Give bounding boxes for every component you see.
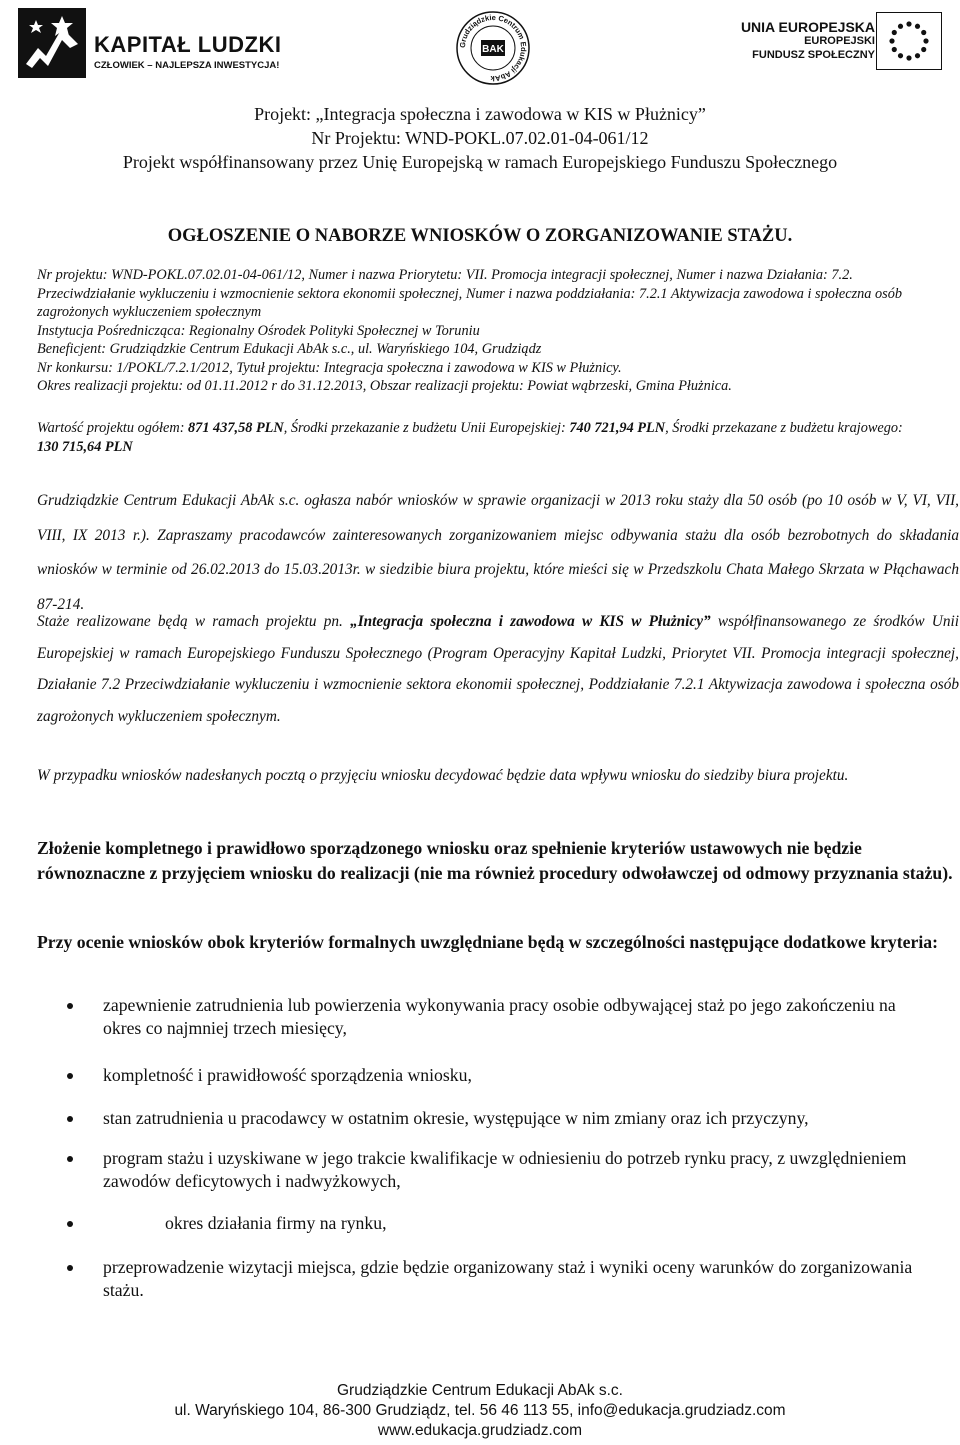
meta-period: Okres realizacji projektu: od 01.11.2012 r do 31.12.2013, Obszar realizacji projektu: Powiat wąbrzeski, Gmina Płużnica. — [37, 378, 732, 394]
program-project-name: „Integracja społeczna i zawodowa w KIS w Płużnicy” — [350, 613, 711, 630]
announcement-paragraph: Grudziądzkie Centrum Edukacji AbAk s.c. ogłasza nabór wniosków w sprawie organizacji w 2013 roku staży dla 50 osób (po 10 osób w V, VI, VII, VIII, IX 2013 r.). Zapraszamy pracodawców zainteresowanych zorganizowaniem miejsc odbywania stażu dla osób bezrobotnych do składania wniosków w terminie od 26.02.2013 do 15.03.2013r. w siedzibie biura projektu, które mieści się w Przedszkolu Chata Małego Skrzata w Płąchawach 87-214. — [37, 492, 959, 613]
ue-efs-logo — [700, 10, 940, 80]
project-name: Projekt: „Integracja społeczna i zawodowa w KIS w Płużnicy” — [254, 104, 706, 124]
program-intro: Staże realizowane będą w ramach projektu pn. — [37, 613, 351, 630]
value-amount-total: 871 437,58 PLN — [188, 420, 284, 436]
criterion-text: stan zatrudnienia u pracodawcy w ostatnim okresie, występujące w nim zmiany oraz ich przyczyny, — [103, 1108, 809, 1128]
mail-note: W przypadku wniosków nadesłanych pocztą o przyjęciu wniosku decydować będzie data wpływu wniosku do siedziby biura projektu. — [37, 767, 849, 784]
value-amount-eu: 740 721,94 PLN — [569, 420, 666, 436]
meta-competition: Nr konkursu: 1/POKL/7.2.1/2012, Tytuł projektu: Integracja społeczna i zawodowa w KIS w Płużnicy. — [37, 359, 622, 376]
page-title: OGŁOSZENIE O NABORZE WNIOSKÓW O ZORGANIZOWANIE STAŻU. — [167, 226, 793, 246]
ue-line3: FUNDUSZ SPOŁECZNY — [752, 49, 875, 61]
bullet-icon — [67, 1003, 73, 1009]
project-header — [0, 102, 960, 174]
kapital-ludzki-subtitle: CZŁOWIEK – NAJLEPSZA INWESTYCJA! — [94, 60, 280, 71]
bullet-icon — [67, 1073, 73, 1079]
footer-company: Grudziądzkie Centrum Edukacji AbAk s.c. — [336, 1382, 623, 1399]
list-item — [37, 1064, 937, 1087]
project-number: Nr Projektu: WND-POKL.07.02.01-04-061/12 — [311, 128, 649, 148]
criterion-text: okres działania firmy na rynku, — [165, 1213, 387, 1233]
criterion-text: przeprowadzenie wizytacji miejsca, gdzie będzie organizowany staż i wyniki oceny warunków do zorganizowania stażu. — [103, 1257, 913, 1300]
bullet-icon — [67, 1265, 73, 1271]
eu-flag-icon — [876, 12, 942, 70]
criterion-text: program stażu i uzyskiwane w jego trakcie kwalifikacje w odniesieniu do potrzeb rynku pracy, z uwzględnieniem zawodów deficytowych i nadwyżkowych, — [103, 1148, 907, 1191]
abak-mark: BAK — [482, 44, 504, 55]
logo-bar — [0, 0, 960, 100]
bullet-icon — [67, 1156, 73, 1162]
cofinancing-note: Projekt współfinansowany przez Unię Europejską w ramach Europejskiego Funduszu Społecznego — [122, 152, 838, 172]
value-label-total: Wartość projektu ogółem: — [37, 420, 189, 436]
program-details: współfinansowanego ze środków Unii Europejskiej w ramach Europejskiego Funduszu Społecznego (Program Operacyjny Kapitał Ludzki, Priorytet VII. Promocja integracji społecznej, Działanie 7.2 Przeciwdziałanie wykluczeniu i wzmocnienie sektora ekonomii społecznej, Poddziałanie 7.2.1 Aktywizacja zawodowa i społeczna osób zagrożonych wykluczeniem społecznym. — [37, 613, 959, 725]
footer-website: www.edukacja.grudziadz.com — [377, 1422, 583, 1439]
meta-institution: Instytucja Pośrednicząca: Regionalny Ośrodek Polityki Społecznej w Toruniu — [37, 322, 480, 339]
page-footer — [0, 1381, 960, 1441]
footer-address: ul. Waryńskiego 104, 86-300 Grudziądz, tel. 56 46 113 55, info@edukacja.grudziadz.com — [174, 1402, 786, 1419]
list-item — [37, 1107, 937, 1130]
list-item — [37, 1147, 937, 1192]
criterion-text: kompletność i prawidłowość sporządzenia wniosku, — [103, 1065, 472, 1085]
list-item — [37, 994, 937, 1039]
project-metadata — [37, 266, 927, 396]
bullet-icon — [67, 1221, 73, 1227]
abak-logo-icon — [455, 10, 531, 86]
criteria-intro: Przy ocenie wniosków obok kryteriów formalnych uwzględniane będą w szczególności następujące dodatkowe kryteria: — [37, 932, 939, 952]
abak-ring-text: Grudziądzkie Centrum Edukacji AbAk — [457, 12, 529, 84]
list-item — [37, 1256, 937, 1301]
legal-notice: Złożenie kompletnego i prawidłowo sporządzonego wniosku oraz spełnienie kryteriów ustawowych nie będzie równoznaczne z przyjęciem wniosku do realizacji (nie ma również procedury odwoławczej od odmowy przyznania stażu). — [37, 838, 953, 883]
ue-line1: UNIA EUROPEJSKA — [740, 19, 875, 35]
kapital-ludzki-title: KAPITAŁ LUDZKI — [94, 32, 282, 57]
value-label-national: , Środki przekazane z budżetu krajowego: — [665, 420, 903, 436]
meta-beneficiary: Beneficjent: Grudziądzkie Centrum Edukacji AbAk s.c., ul. Waryńskiego 104, Grudziądz — [37, 341, 542, 357]
kapital-ludzki-emblem-icon — [18, 8, 86, 78]
meta-priority: Nr projektu: WND-POKL.07.02.01-04-061/12, Numer i nazwa Priorytetu: VII. Promocja integracji społecznej, Numer i nazwa Działania: 7.2. Przeciwdziałanie wykluczeniu i wzmocnienie sektora ekonomii społecznej, Numer i nazwa poddziałania: 7.2.1 Aktywizacja zawodowa i społeczna osób zagrożonych wykluczeniem społecznym — [37, 267, 903, 320]
bullet-icon — [67, 1116, 73, 1122]
project-value — [37, 419, 927, 456]
value-label-eu: , Środki przekazanie z budżetu Unii Europejskiej: — [283, 420, 570, 436]
program-paragraph — [37, 606, 959, 732]
kapital-ludzki-logo — [18, 8, 282, 83]
criterion-text: zapewnienie zatrudnienia lub powierzenia wykonywania pracy osobie odbywającej staż po jego zakończeniu na okres co najmniej trzech miesięcy, — [103, 995, 896, 1038]
value-amount-national: 130 715,64 PLN — [37, 438, 133, 455]
list-item — [37, 1212, 937, 1235]
ue-line2: EUROPEJSKI — [804, 35, 875, 47]
